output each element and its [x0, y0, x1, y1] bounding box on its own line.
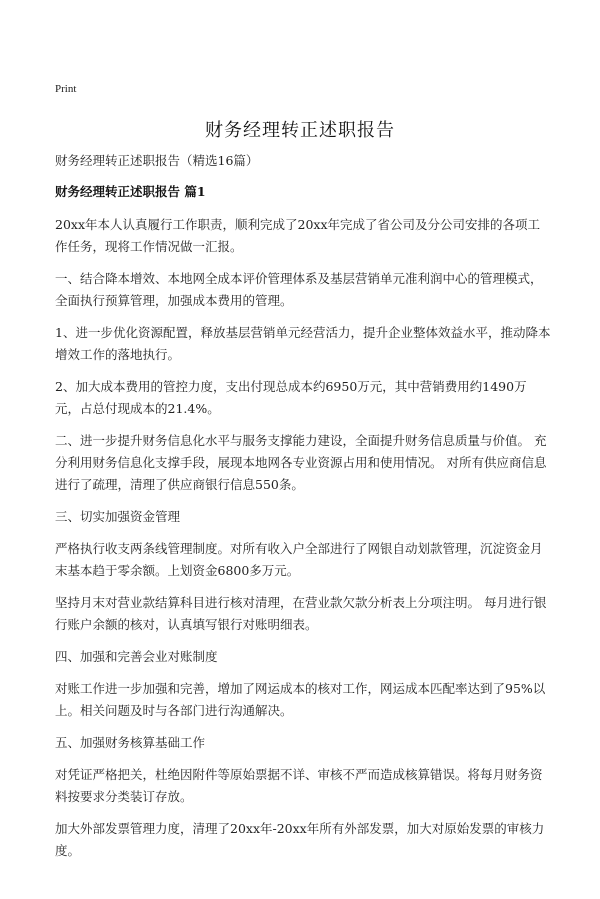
page-title: 财务经理转正述职报告 [205, 120, 395, 141]
paragraph: 2、加大成本费用的管控力度，支出付现总成本约6950万元，其中营销费用约1490万元，占总付现成本的21.4%。 [55, 379, 527, 416]
paragraph-heading: 四、加强和完善会业对账制度 [55, 649, 218, 664]
paragraph: 坚持月末对营业款结算科目进行核对清理，在营业款欠款分析表上分项注明。 每月进行银行账户余额的核对，认真填写银行对账明细表。 [55, 595, 547, 632]
document-subtitle: 财务经理转正述职报告（精选16篇） [55, 153, 259, 168]
paragraph-heading: 五、加强财务核算基础工作 [55, 735, 206, 750]
paragraph-heading: 三、切实加强资金管理 [55, 509, 181, 524]
paragraph: 一、结合降本增效、本地网全成本评价管理体系及基层营销单元准利润中心的管理模式，全面执行预算管理，加强成本费用的管理。 [55, 271, 543, 308]
paragraph: 加大外部发票管理力度，清理了20xx年-20xx年所有外部发票，加大对原始发票的审核力度。 [55, 821, 545, 858]
paragraph: 1、进一步优化资源配置，释放基层营销单元经营活力，提升企业整体效益水平，推动降本增效工作的落地执行。 [55, 325, 551, 362]
paragraph: 严格执行收支两条线管理制度。对所有收入户全部进行了网银自动划款管理，沉淀资金月末基本趋于零余额。上划资金6800多万元。 [55, 541, 543, 578]
paragraph: 二、进一步提升财务信息化水平与服务支撑能力建设，全面提升财务信息质量与价值。 充分利用财务信息化支撑手段，展现本地网各专业资源占用和使用情况。 对所有供应商信息进行了疏理，清理了供应商银行信息550条。 [55, 433, 547, 492]
section-heading: 财务经理转正述职报告 篇1 [55, 184, 206, 199]
paragraph: 对凭证严格把关，杜绝因附件等原始票据不详、审核不严而造成核算错误。将每月财务资料按要求分类装订存放。 [55, 767, 543, 804]
paragraph: 对账工作进一步加强和完善，增加了网运成本的核对工作，网运成本匹配率达到了95%以上。相关问题及时与各部门进行沟通解决。 [55, 681, 546, 718]
print-link[interactable]: Print [55, 83, 77, 95]
paragraph: 20xx年本人认真履行工作职责，顺利完成了20xx年完成了省公司及分公司安排的各项工作任务，现将工作情况做一汇报。 [55, 217, 541, 254]
